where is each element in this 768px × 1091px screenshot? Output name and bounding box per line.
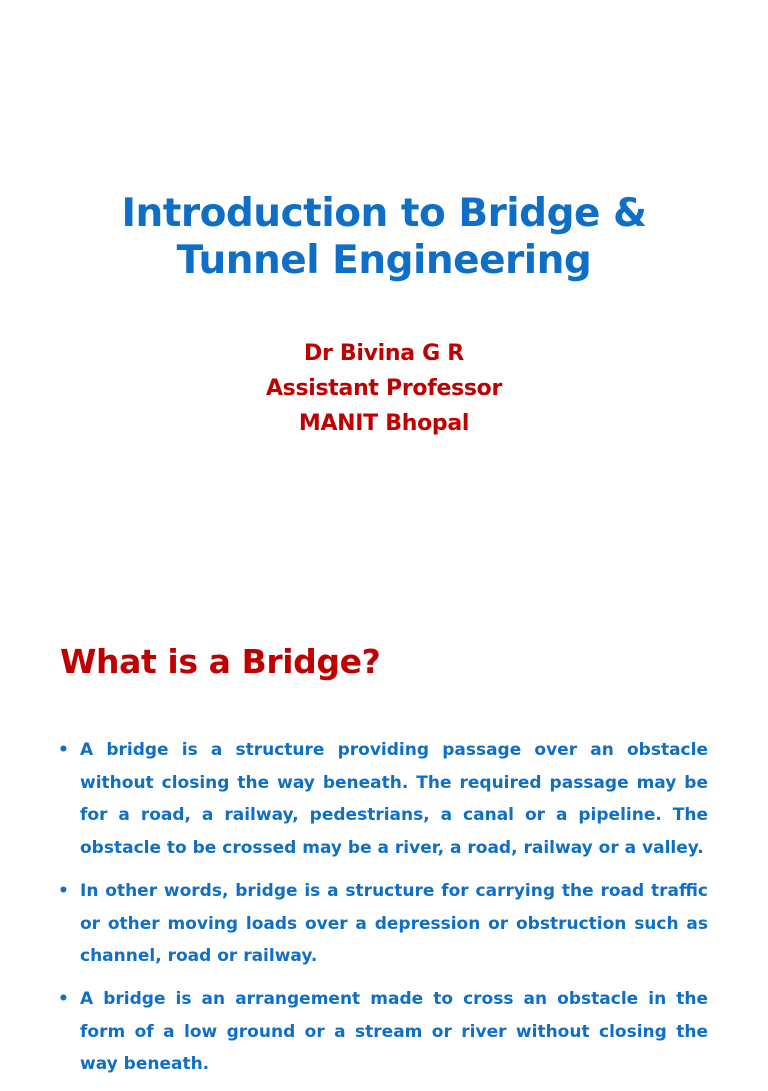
bullet-item <box>58 734 708 865</box>
bullet-item <box>58 983 708 1081</box>
bullet-text: In other words, bridge is a structure for carrying the road traffic or other moving loads over a depression or obstruction such as channel, road or railway. <box>80 880 708 967</box>
bullet-list <box>58 734 708 1091</box>
author-title: Assistant Professor <box>265 376 503 401</box>
section-heading: What is a Bridge? <box>60 642 381 681</box>
author-name: Dr Bivina G R <box>304 341 464 366</box>
slide-title-line2: Tunnel Engineering <box>176 238 592 283</box>
bullet-icon: • <box>58 988 69 1009</box>
author-block <box>0 336 768 441</box>
bullet-text: A bridge is an arrangement made to cross an obstacle in the form of a low ground or a stream or river without closing the way beneath. <box>80 988 708 1075</box>
slide-title <box>0 190 768 284</box>
bullet-item <box>58 875 708 973</box>
bullet-icon: • <box>58 740 69 760</box>
content-slide <box>0 576 768 1075</box>
bullet-text: A bridge is a structure providing passage over an obstacle without closing the way beneath. The required passage may be for a road, a railway, pedestrians, a canal or a pipeline. The obstacle to be crossed may be a river, a road, railway or a valley. <box>80 740 708 859</box>
author-affiliation: MANIT Bhopal <box>298 411 470 436</box>
bullet-icon: • <box>58 880 69 901</box>
slide-title-line1: Introduction to Bridge & <box>121 191 647 236</box>
